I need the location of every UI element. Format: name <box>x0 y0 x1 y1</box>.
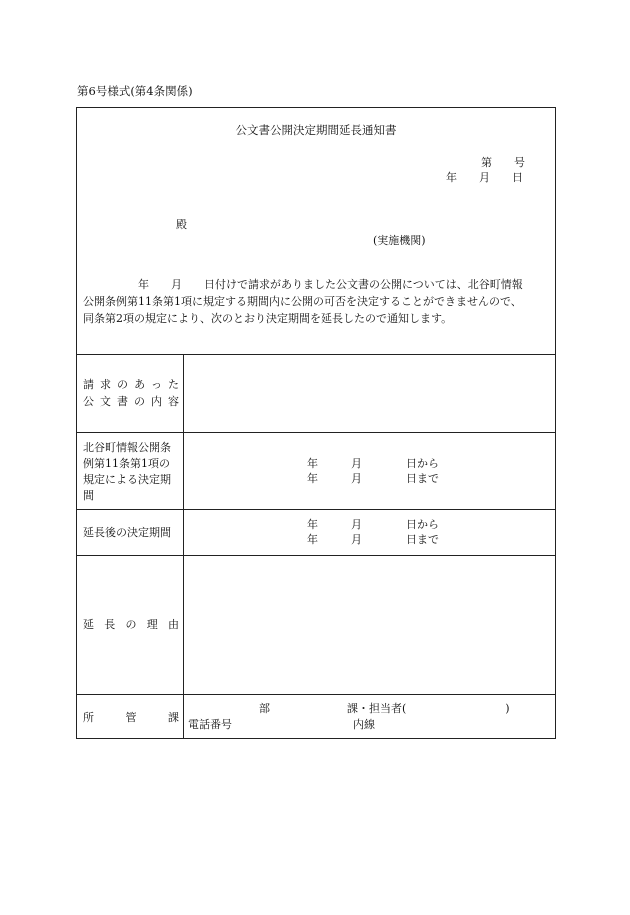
addressee-suffix: 殿 <box>176 218 187 231</box>
row-divider <box>77 509 555 510</box>
original-period-label: 北谷町情報公開条 例第11条第1項の 規定による決定期 間 <box>83 441 171 502</box>
extended-period-to: 年 月 日まで <box>307 533 439 546</box>
extended-period-label: 延長後の決定期間 <box>83 526 171 539</box>
body-line: 同条第2項の規定により、次のとおり決定期間を延長したので通知します。 <box>83 312 453 325</box>
body-line: 公開条例第11条第1項に規定する期間内に公開の可否を決定することができませんので、 <box>83 295 522 308</box>
form-number-label: 第6号様式(第4条関係) <box>77 84 193 98</box>
notice-form <box>76 107 556 739</box>
department-contact: 部 課・担当者( ) <box>259 702 510 715</box>
original-period-to: 年 月 日まで <box>307 472 439 485</box>
row-divider <box>77 694 555 695</box>
issuer-label: (実施機関) <box>373 234 426 247</box>
body-line: 年 月 日付けで請求がありました公文書の公開については、北谷町情報 <box>83 278 523 291</box>
reason-field[interactable] <box>184 556 556 693</box>
row-divider <box>77 432 555 433</box>
issue-date: 年 月 日 <box>446 171 523 184</box>
original-period-from: 年 月 日から <box>307 457 439 470</box>
document-title: 公文書公開決定期間延長通知書 <box>235 123 397 137</box>
reason-label: 延長の理由 <box>83 618 179 631</box>
extended-period-from: 年 月 日から <box>307 518 439 531</box>
department-label: 所管課 <box>83 711 179 724</box>
department-phone: 電話番号 内線 <box>188 718 375 731</box>
requested-doc-field[interactable] <box>184 355 556 431</box>
notice-body <box>83 276 553 327</box>
requested-doc-label: 請求のあった 公文書の内容 <box>83 378 179 408</box>
document-number: 第 号 <box>481 156 525 169</box>
